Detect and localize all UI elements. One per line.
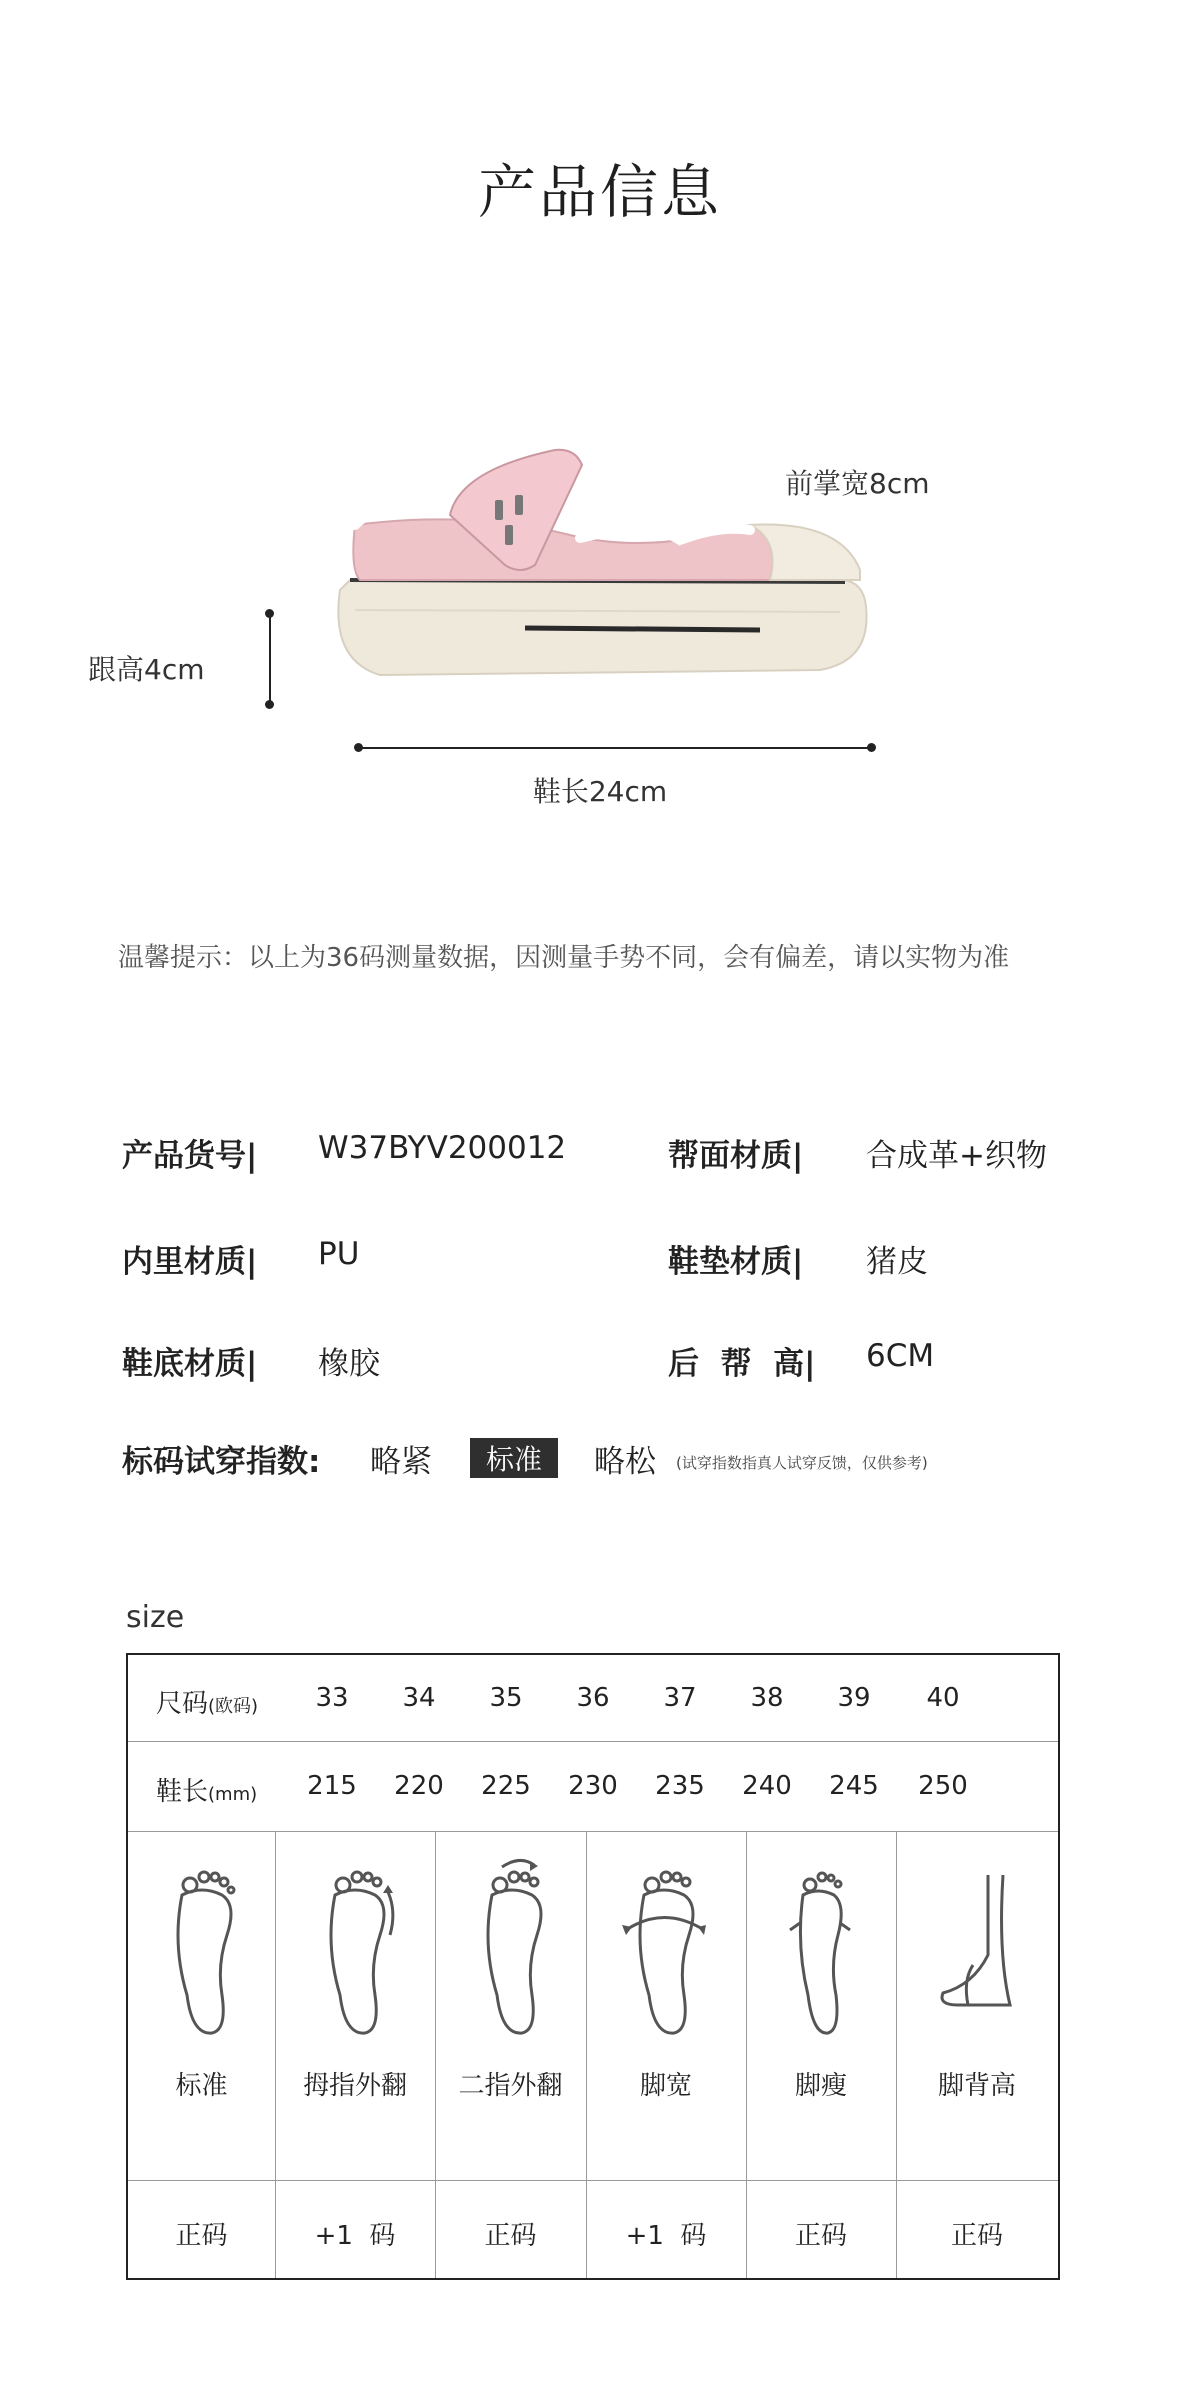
table-divider	[275, 1831, 276, 2278]
foot-standard-icon	[152, 1855, 252, 2045]
foot-bunion-icon	[305, 1855, 405, 2045]
table-divider	[435, 1831, 436, 2278]
spec-label-insole-material: 鞋垫材质|	[668, 1244, 804, 1280]
size-cell: 38	[750, 1683, 784, 1713]
table-divider	[896, 1831, 897, 2278]
spec-label-sole-material: 鞋底材质|	[122, 1346, 258, 1382]
spec-value-insole-material: 猪皮	[866, 1244, 928, 1280]
length-line-right-dot	[867, 743, 876, 752]
heel-height-label: 跟高4cm	[88, 653, 205, 686]
size-cell: 40	[926, 1683, 960, 1713]
spec-label-item-number: 产品货号|	[122, 1138, 258, 1174]
table-divider	[746, 1831, 747, 2278]
spec-label-upper-material: 帮面材质|	[668, 1138, 804, 1174]
size-table	[126, 1653, 1060, 2280]
length-cell: 235	[655, 1771, 705, 1801]
length-cell: 240	[742, 1771, 792, 1801]
spec-label-lining-material: 内里材质|	[122, 1244, 258, 1280]
spec-value-item-number: W37BYV200012	[318, 1130, 567, 1166]
foot-type-narrow-label: 脚瘦	[794, 2071, 847, 2101]
spec-value-sole-material: 橡胶	[318, 1346, 380, 1382]
fit-high-instep: 正码	[950, 2221, 1003, 2251]
spec-label-heel-counter-height: 后 帮 高|	[668, 1346, 816, 1382]
size-cell: 37	[663, 1683, 697, 1713]
fit-standard: 正码	[175, 2221, 228, 2251]
table-divider	[128, 2180, 1058, 2181]
foot-type-high-instep-label: 脚背高	[937, 2071, 1016, 2101]
foot-type-standard-label: 标准	[175, 2071, 228, 2101]
fit-option-loose: 略松	[594, 1444, 656, 1480]
measurement-tip: 温馨提示：以上为36码测量数据，因测量手势不同，会有偏差，请以实物为准	[118, 943, 1010, 973]
spec-value-upper-material: 合成革+织物	[866, 1138, 1047, 1174]
fit-wide: +1 码	[625, 2221, 707, 2251]
size-cell: 35	[489, 1683, 523, 1713]
spec-value-lining-material: PU	[318, 1236, 360, 1272]
foot-second-toe-icon	[462, 1855, 562, 2045]
fit-bunion: +1 码	[314, 2221, 396, 2251]
foot-narrow-icon	[768, 1855, 868, 2045]
foot-type-second-toe-label: 二指外翻	[458, 2071, 563, 2101]
heel-line-bottom-dot	[265, 700, 274, 709]
foot-type-bunion-label: 拇指外翻	[302, 2071, 407, 2101]
size-cell: 39	[837, 1683, 871, 1713]
table-divider	[128, 1831, 1058, 1832]
fit-index-label: 标码试穿指数:	[122, 1444, 321, 1480]
length-cell: 250	[918, 1771, 968, 1801]
length-cell: 245	[829, 1771, 879, 1801]
heel-height-line	[269, 614, 271, 704]
size-section-title: size	[126, 1600, 185, 1635]
size-cell: 34	[402, 1683, 436, 1713]
size-cell: 33	[315, 1683, 349, 1713]
heel-line-top-dot	[265, 609, 274, 618]
fit-option-standard-selected: 标准	[470, 1438, 558, 1478]
fit-option-tight: 略紧	[370, 1444, 432, 1480]
fit-narrow: 正码	[794, 2221, 847, 2251]
length-line-left-dot	[354, 743, 363, 752]
size-row-label: 尺码(欧码)	[156, 1689, 259, 1719]
length-row-label: 鞋长(mm)	[156, 1777, 258, 1807]
shoe-length-label: 鞋长24cm	[532, 775, 668, 808]
length-cell: 215	[307, 1771, 357, 1801]
table-divider	[586, 1831, 587, 2278]
length-cell: 230	[568, 1771, 618, 1801]
spec-value-heel-counter-height: 6CM	[866, 1338, 935, 1374]
length-cell: 220	[394, 1771, 444, 1801]
foot-high-instep-icon	[928, 1855, 1028, 2045]
foot-type-wide-label: 脚宽	[639, 2071, 692, 2101]
page-title: 产品信息	[477, 158, 722, 226]
shoe-length-line	[358, 747, 872, 749]
length-cell: 225	[481, 1771, 531, 1801]
foot-wide-icon	[614, 1855, 714, 2045]
size-cell: 36	[576, 1683, 610, 1713]
fit-index-note: (试穿指数指真人试穿反馈，仅供参考)	[676, 1454, 928, 1472]
forefoot-width-label: 前掌宽8cm	[785, 467, 930, 500]
fit-second-toe: 正码	[484, 2221, 537, 2251]
table-divider	[128, 1741, 1058, 1742]
